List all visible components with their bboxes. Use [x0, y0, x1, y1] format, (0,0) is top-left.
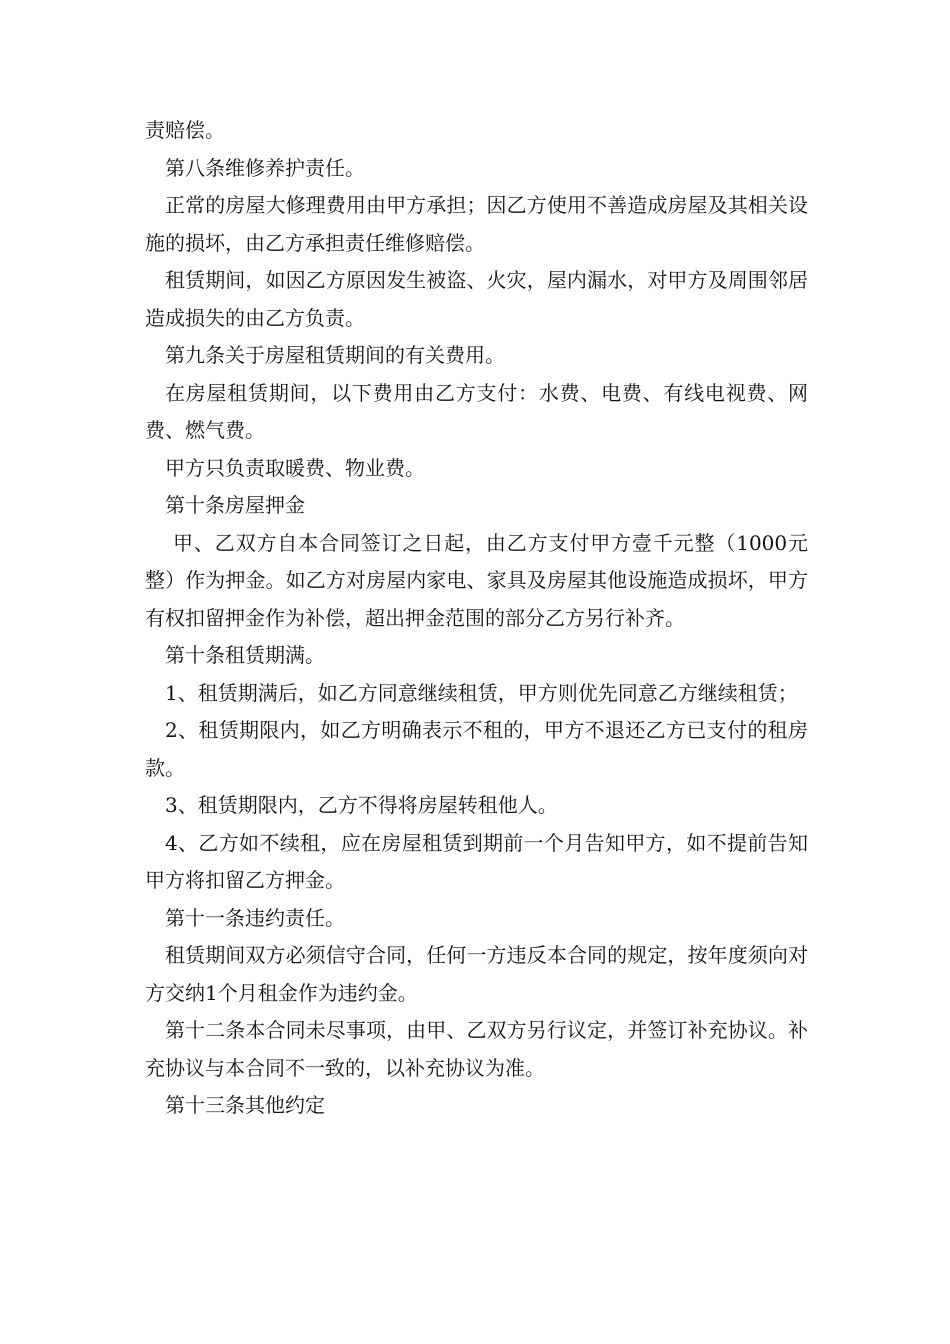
paragraph-7: 甲方只负责取暖费、物业费。 [165, 455, 425, 480]
paragraph-14: 4、乙方如不续租，应在房屋租赁到期前一个月告知甲方，如不提前告知甲方将扣留乙方押金。 [145, 830, 808, 892]
paragraph-11: 1、租赁期满后，如乙方同意继续租赁，甲方则优先同意乙方继续租赁； [165, 680, 798, 705]
paragraph-10: 第十条租赁期满。 [165, 643, 325, 667]
paragraph-8: 第十条房屋押金 [165, 493, 305, 517]
paragraph-9: 甲、乙双方自本合同签订之日起，由乙方支付甲方壹千元整（1000元整）作为押金。如乙方对房屋内家电、家具及房屋其他设施造成损坏，甲方有权扣留押金作为补偿，超出押金范围的部分乙方另行补齐。 [145, 530, 808, 630]
document-page [145, 112, 808, 1125]
paragraph-17: 第十二条本合同未尽事项，由甲、乙双方另行议定，并签订补充协议。补充协议与本合同不一致的，以补充协议为准。 [145, 1018, 808, 1080]
paragraph-16: 租赁期间双方必须信守合同，任何一方违反本合同的规定，按年度须向对方交纳1个月租金作为违约金。 [145, 943, 808, 1005]
paragraph-4: 租赁期间，如因乙方原因发生被盗、火灾，屋内漏水，对甲方及周围邻居造成损失的由乙方负责。 [145, 268, 808, 330]
paragraph-13: 3、租赁期限内，乙方不得将房屋转租他人。 [165, 793, 558, 817]
paragraph-6: 在房屋租赁期间，以下费用由乙方支付：水费、电费、有线电视费、网费、燃气费。 [145, 380, 808, 442]
paragraph-18: 第十三条其他约定 [165, 1093, 325, 1117]
paragraph-2: 第八条维修养护责任。 [165, 155, 365, 180]
paragraph-5: 第九条关于房屋租赁期间的有关费用。 [165, 343, 505, 367]
paragraph-1: 责赔偿。 [145, 118, 225, 142]
paragraph-15: 第十一条违约责任。 [165, 905, 345, 930]
paragraph-12: 2、租赁期限内，如乙方明确表示不租的，甲方不退还乙方已支付的租房款。 [145, 718, 808, 780]
paragraph-3: 正常的房屋大修理费用由甲方承担；因乙方使用不善造成房屋及其相关设施的损坏，由乙方承担责任维修赔偿。 [145, 193, 808, 255]
